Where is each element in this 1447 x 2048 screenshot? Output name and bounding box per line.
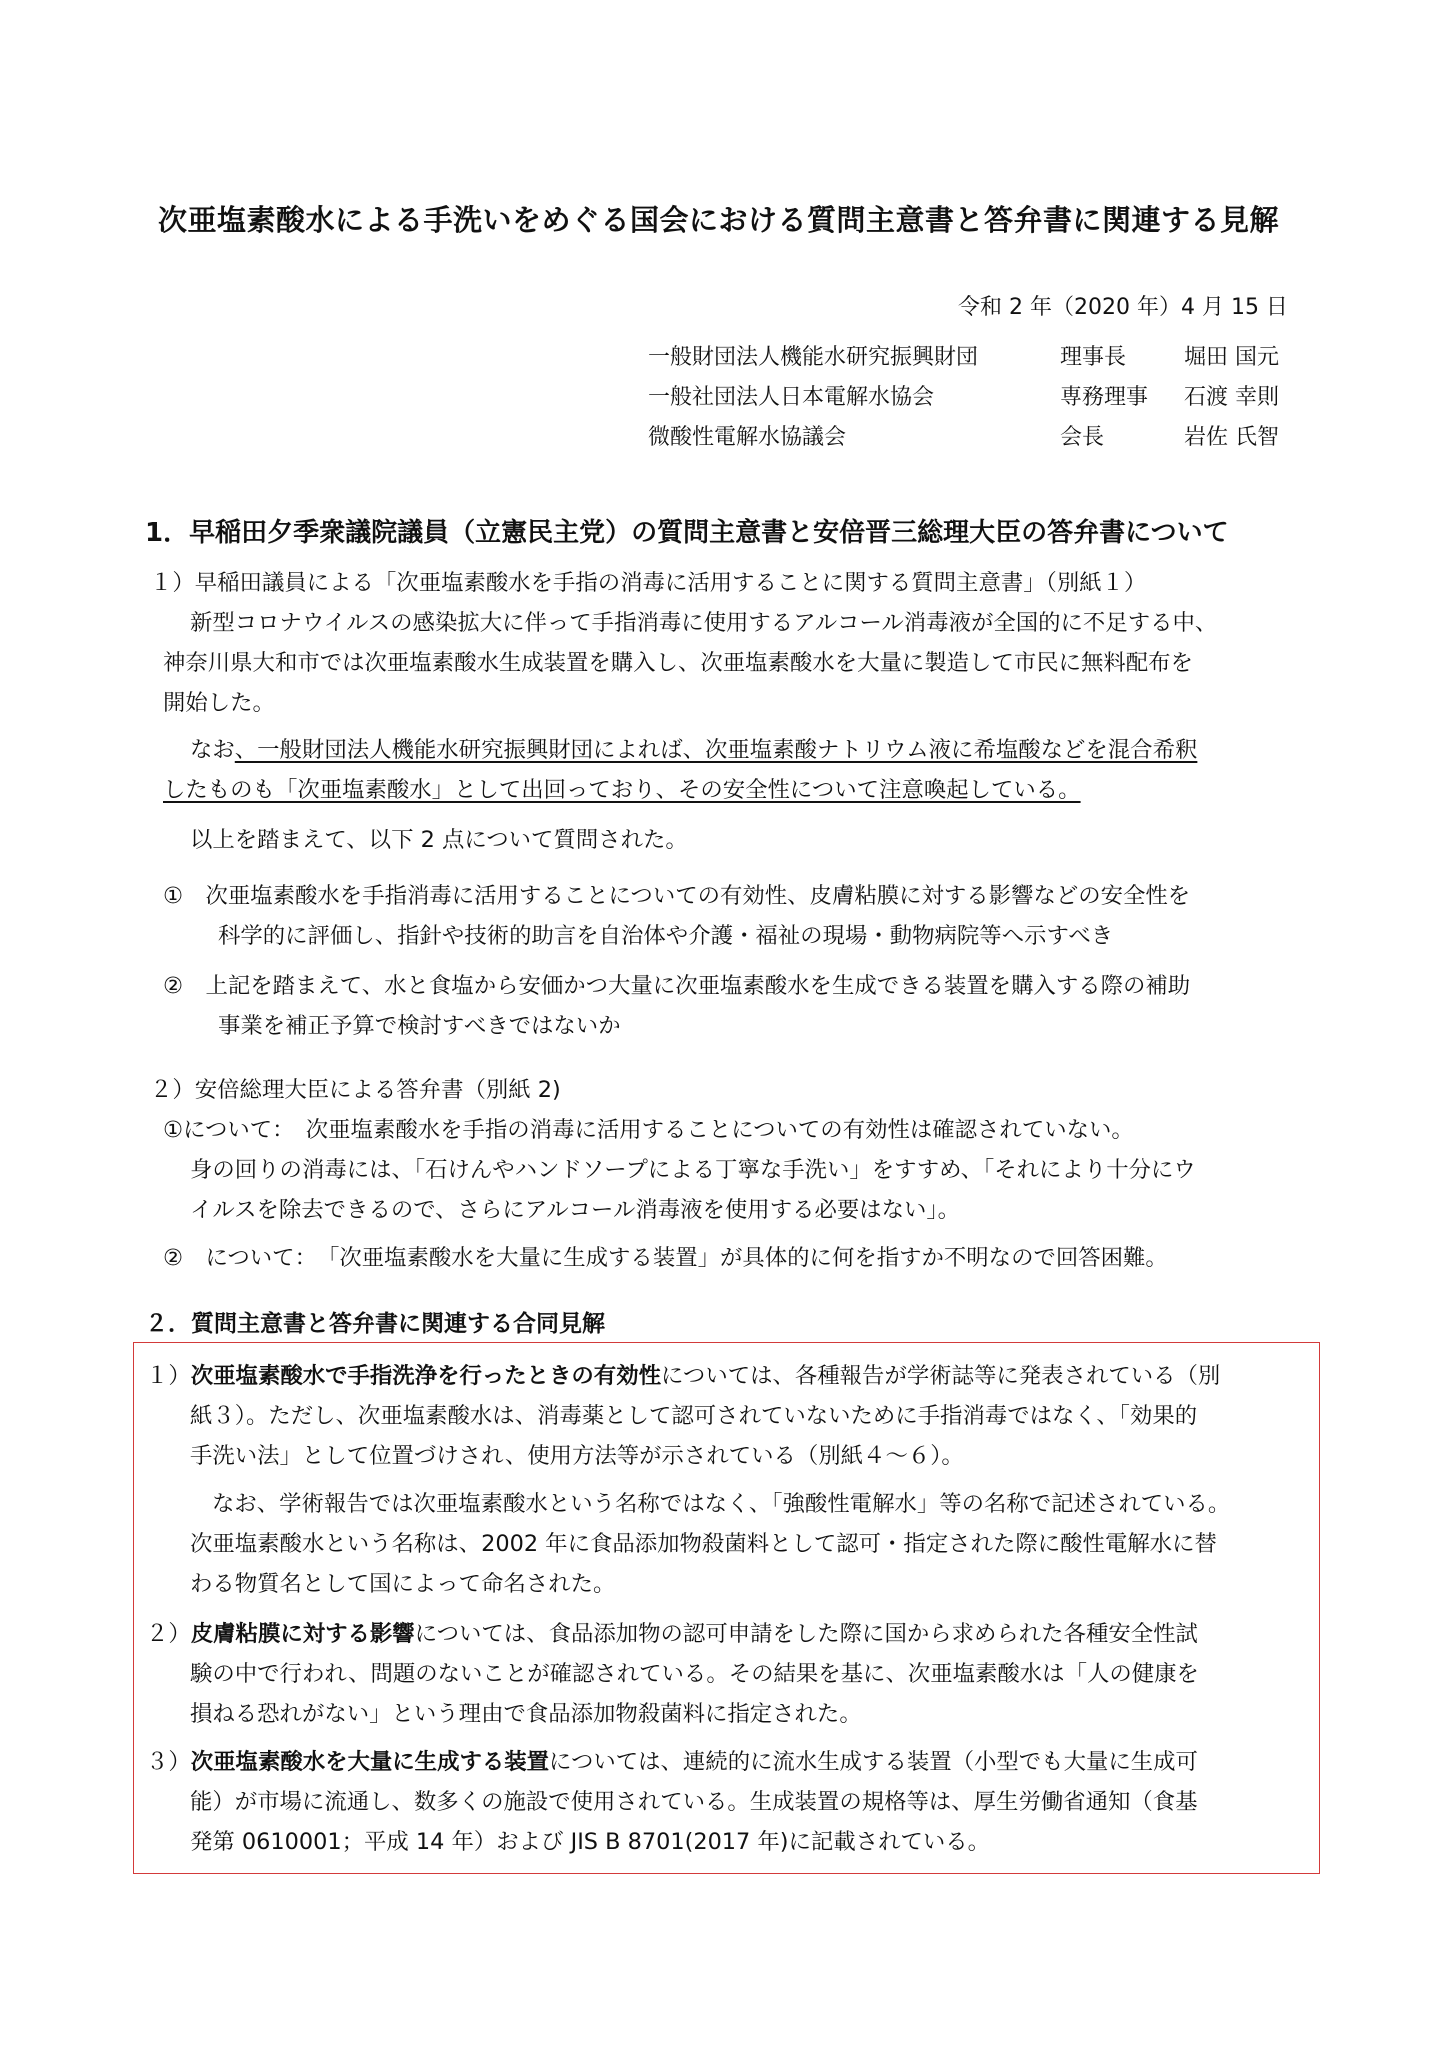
item-number: ２） bbox=[146, 1621, 191, 1647]
item-emphasis: 皮膚粘膜に対する影響 bbox=[190, 1621, 415, 1647]
item1-note: 次亜塩素酸水という名称は、2002 年に食品添加物殺菌料として認可・指定された際に酸性電解水に替 bbox=[190, 1531, 1217, 1557]
item-text: については、食品添加物の認可申請をした際に国から求められた各種安全性試 bbox=[414, 1621, 1198, 1647]
note-lead: なお bbox=[190, 737, 235, 763]
signatory-row bbox=[648, 380, 1279, 411]
sub1-heading: １）早稲田議員による「次亜塩素酸水を手指の消毒に活用することに関する質問主意書」（別紙１） bbox=[150, 570, 1147, 596]
item-number: ３） bbox=[146, 1749, 191, 1775]
item-text: については、連続的に流水生成する装置（小型でも大量に生成可 bbox=[549, 1749, 1198, 1775]
signatory-role: 専務理事 bbox=[1060, 385, 1149, 410]
question-1-cont: 科学的に評価し、指針や技術的助言を自治体や介護・福祉の現場・動物病院等へ示すべき bbox=[218, 923, 1114, 949]
signatory-row bbox=[648, 420, 1279, 451]
item1-note: わる物質名として国によって命名された。 bbox=[190, 1571, 616, 1597]
item3-cont: 発第 0610001；平成 14 年）および JIS B 8701(2017 年)に記載されている。 bbox=[190, 1829, 991, 1855]
item-number: １） bbox=[146, 1363, 191, 1389]
answer-1-cont: 身の回りの消毒には、「石けんやハンドソープによる丁寧な手洗い」をすすめ、「それにより十分にウ bbox=[190, 1157, 1196, 1183]
item-emphasis: 次亜塩素酸水で手指洗浄を行ったときの有効性 bbox=[190, 1363, 661, 1389]
answer-1-cont: イルスを除去できるので、さらにアルコール消毒液を使用する必要はない」。 bbox=[190, 1197, 961, 1223]
item1-note: なお、学術報告では次亜塩素酸水という名称ではなく、「強酸性電解水」等の名称で記述されている。 bbox=[212, 1491, 1231, 1517]
question-1: ① 次亜塩素酸水を手指消毒に活用することについての有効性、皮膚粘膜に対する影響などの安全性を bbox=[163, 883, 1191, 909]
signatory-org: 一般社団法人日本電解水協会 bbox=[648, 385, 935, 410]
section1-heading: 1．早稲田夕季衆議院議員（立憲民主党）の質問主意書と安倍晋三総理大臣の答弁書について bbox=[145, 518, 1229, 548]
item1-line bbox=[146, 1358, 1220, 1390]
signatory-name: 石渡 幸則 bbox=[1184, 385, 1279, 410]
item3-line bbox=[146, 1744, 1198, 1776]
item2-cont: 損ねる恐れがない」という理由で食品添加物殺菌料に指定された。 bbox=[190, 1701, 862, 1727]
item-text: については、各種報告が学術誌等に発表されている（別 bbox=[660, 1363, 1221, 1389]
item2-line bbox=[146, 1616, 1198, 1648]
item1-cont: 紙３）。ただし、次亜塩素酸水は、消毒薬として認可されていないために手指消毒ではなく、「効果的 bbox=[190, 1403, 1198, 1429]
signatory-role: 会長 bbox=[1060, 425, 1105, 450]
signatory-org: 微酸性電解水協議会 bbox=[648, 425, 847, 450]
document-date: 令和 2 年（2020 年）4 月 15 日 bbox=[958, 295, 1288, 320]
underlined-note: したものも「次亜塩素酸水」として出回っており、その安全性について注意喚起している。 bbox=[163, 777, 1081, 803]
signatory-name: 岩佐 氏智 bbox=[1184, 425, 1279, 450]
paragraph-line bbox=[190, 732, 1197, 764]
answer-1: ①について： 次亜塩素酸水を手指の消毒に活用することについての有効性は確認されていない。 bbox=[163, 1117, 1134, 1143]
answer-2: ② について： 「次亜塩素酸水を大量に生成する装置」が具体的に何を指すか不明なので回答困難。 bbox=[163, 1245, 1168, 1271]
signatory-row bbox=[648, 340, 1279, 371]
underlined-note: 、一般財団法人機能水研究振興財団によれば、次亜塩素酸ナトリウム液に希塩酸などを混合希釈 bbox=[234, 737, 1198, 763]
paragraph-line: 開始した。 bbox=[163, 690, 275, 716]
question-2-cont: 事業を補正予算で検討すべきではないか bbox=[218, 1013, 621, 1039]
signatory-role: 理事長 bbox=[1060, 345, 1127, 370]
signatory-org: 一般財団法人機能水研究振興財団 bbox=[648, 345, 979, 370]
paragraph-line: 新型コロナウイルスの感染拡大に伴って手指消毒に使用するアルコール消毒液が全国的に不足する中、 bbox=[190, 610, 1218, 636]
sub2-heading: ２）安倍総理大臣による答弁書（別紙 2) bbox=[150, 1077, 561, 1103]
document-title: 次亜塩素酸水による手洗いをめぐる国会における質問主意書と答弁書に関連する見解 bbox=[158, 203, 1280, 237]
section2-heading: ２．質問主意書と答弁書に関連する合同見解 bbox=[145, 1311, 605, 1337]
item-emphasis: 次亜塩素酸水を大量に生成する装置 bbox=[190, 1749, 550, 1775]
paragraph-line: 以上を踏まえて、以下 2 点について質問された。 bbox=[190, 827, 688, 853]
question-2: ② 上記を踏まえて、水と食塩から安価かつ大量に次亜塩素酸水を生成できる装置を購入する際の補助 bbox=[163, 973, 1191, 999]
item1-cont: 手洗い法」として位置づけされ、使用方法等が示されている（別紙４～６）。 bbox=[190, 1443, 964, 1469]
item3-cont: 能）が市場に流通し、数多くの施設で使用されている。生成装置の規格等は、厚生労働省通知（食基 bbox=[190, 1789, 1198, 1815]
paragraph-line: 神奈川県大和市では次亜塩素酸水生成装置を購入し、次亜塩素酸水を大量に製造して市民に無料配布を bbox=[163, 650, 1193, 676]
item2-cont: 験の中で行われ、問題のないことが確認されている。その結果を基に、次亜塩素酸水は「人の健康を bbox=[190, 1661, 1199, 1687]
signatory-name: 堀田 国元 bbox=[1184, 345, 1279, 370]
